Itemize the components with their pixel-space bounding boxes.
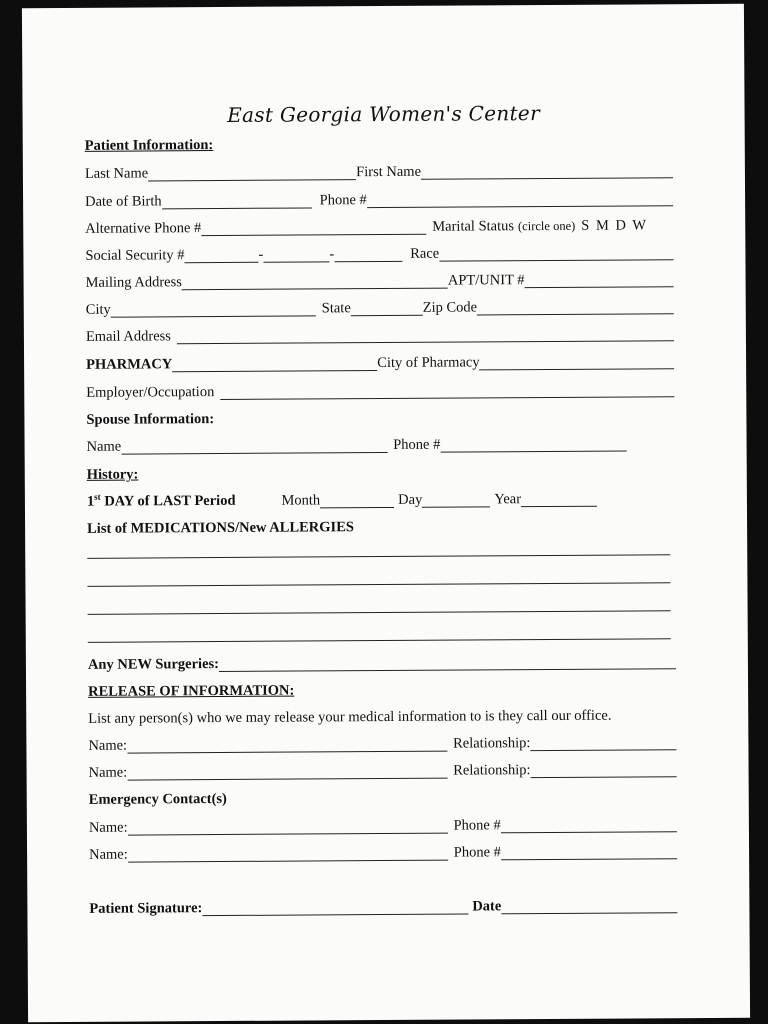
section-heading-spouse: Spouse Information:: [86, 411, 215, 428]
marital-status-label: Marital Status: [432, 218, 515, 235]
spouse-row: [87, 429, 675, 455]
section-heading-release: RELEASE OF INFORMATION:: [88, 682, 295, 700]
period-row: [87, 484, 675, 510]
alt-phone-row: [85, 211, 673, 237]
marital-status-options[interactable]: S M D W: [581, 217, 647, 234]
medications-line-4[interactable]: [88, 638, 671, 643]
emergency-name-label: Name:: [89, 846, 128, 863]
mailing-row: [86, 265, 674, 291]
mailing-address-label: Mailing Address: [85, 274, 182, 291]
email-field[interactable]: [177, 326, 674, 344]
signature-field[interactable]: [202, 900, 468, 917]
release-row-1: [88, 728, 676, 754]
city-of-pharmacy-label: City of Pharmacy: [377, 354, 480, 372]
alt-phone-field[interactable]: [201, 220, 426, 236]
section-heading-history: History:: [86, 466, 139, 483]
first-name-field[interactable]: [421, 163, 673, 180]
pharmacy-row: [86, 347, 674, 373]
day-label: Day: [398, 491, 423, 508]
email-label: Email Address: [85, 328, 171, 345]
ssn-row: [85, 238, 673, 264]
relationship-label: Relationship:: [453, 735, 531, 752]
section-heading-patient: Patient Information:: [84, 137, 214, 154]
surgeries-label: Any NEW Surgeries:: [87, 656, 220, 673]
spouse-name-field[interactable]: [121, 438, 387, 455]
race-label: Race: [410, 245, 440, 262]
form-title: East Georgia Women's Center: [227, 101, 540, 127]
release-row-2: [88, 755, 676, 781]
section-heading-emergency: Emergency Contact(s): [88, 790, 227, 808]
signature-row: [89, 891, 677, 917]
employer-field[interactable]: [220, 382, 674, 400]
circle-one-note: (circle one): [517, 218, 576, 234]
zip-label: Zip Code: [422, 299, 478, 316]
spouse-name-label: Name: [86, 438, 122, 455]
first-name-label: First Name: [356, 163, 422, 181]
signature-label: Patient Signature:: [89, 900, 203, 917]
relationship-field-1[interactable]: [530, 735, 676, 751]
apt-field[interactable]: [524, 272, 673, 288]
dob-field[interactable]: [162, 193, 312, 209]
medications-line-1[interactable]: [87, 554, 670, 559]
dob-row: [85, 184, 673, 210]
emergency-phone-field-1[interactable]: [501, 817, 677, 833]
employer-label: Employer/Occupation: [86, 384, 215, 401]
city-of-pharmacy-field[interactable]: [480, 354, 675, 370]
apt-label: APT/UNIT #: [447, 272, 525, 289]
emergency-row-2: [89, 837, 677, 863]
city-row: [86, 292, 674, 318]
year-label: Year: [494, 491, 522, 508]
pharmacy-field[interactable]: [172, 356, 377, 372]
email-row: [86, 319, 674, 345]
relationship-field-2[interactable]: [531, 762, 677, 778]
surgeries-row: [88, 647, 676, 673]
employer-row: [86, 375, 674, 401]
emergency-phone-label: Phone #: [453, 844, 501, 861]
ssn-field-1[interactable]: [184, 248, 258, 263]
emergency-name-label: Name:: [88, 819, 128, 836]
release-name-label: Name:: [88, 737, 128, 754]
day-field[interactable]: [422, 492, 490, 507]
spouse-phone-label: Phone #: [393, 436, 441, 453]
medications-heading-row: [87, 511, 675, 537]
emergency-name-field-2[interactable]: [128, 846, 448, 863]
surgeries-field[interactable]: [219, 654, 676, 672]
date-label: Date: [472, 898, 502, 915]
last-name-field[interactable]: [148, 165, 356, 181]
zip-field[interactable]: [477, 299, 674, 315]
release-name-label: Name:: [88, 764, 128, 781]
city-field[interactable]: [111, 301, 316, 317]
month-field[interactable]: [320, 493, 394, 508]
state-label: State: [321, 300, 351, 317]
name-row: [85, 156, 673, 182]
emergency-phone-field-2[interactable]: [501, 844, 677, 860]
emergency-phone-label: Phone #: [453, 817, 501, 834]
spouse-phone-field[interactable]: [440, 437, 626, 453]
year-field[interactable]: [521, 492, 597, 507]
form-page: [22, 4, 750, 1022]
ssn-field-2[interactable]: [263, 247, 329, 262]
medications-line-3[interactable]: [88, 610, 671, 615]
relationship-label: Relationship:: [453, 762, 531, 779]
state-field[interactable]: [351, 301, 423, 316]
phone-field[interactable]: [367, 191, 673, 208]
mailing-address-field[interactable]: [182, 274, 448, 291]
ssn-label: Social Security #: [85, 247, 185, 264]
pharmacy-label: PHARMACY: [86, 356, 173, 373]
city-label: City: [85, 301, 111, 318]
phone-label: Phone #: [319, 192, 367, 209]
medications-line-2[interactable]: [87, 582, 670, 587]
medications-label: List of MEDICATIONS/New ALLERGIES: [87, 519, 354, 537]
race-field[interactable]: [439, 245, 673, 261]
release-name-field-1[interactable]: [127, 737, 447, 754]
ssn-dash: -: [258, 246, 264, 263]
alt-phone-label: Alternative Phone #: [85, 220, 202, 237]
ssn-field-3[interactable]: [334, 247, 402, 262]
first-day-label: 1st DAY of LAST Period: [86, 491, 236, 510]
ssn-dash: -: [329, 246, 335, 263]
date-field[interactable]: [501, 898, 677, 914]
emergency-row-1: [89, 810, 677, 836]
emergency-name-field-1[interactable]: [128, 819, 448, 836]
release-instructions: List any person(s) who we may release your medical information to is they call our office.: [88, 707, 612, 727]
last-name-label: Last Name: [84, 165, 149, 182]
release-name-field-2[interactable]: [127, 764, 447, 781]
month-label: Month: [281, 492, 321, 509]
dob-label: Date of Birth: [85, 193, 162, 210]
